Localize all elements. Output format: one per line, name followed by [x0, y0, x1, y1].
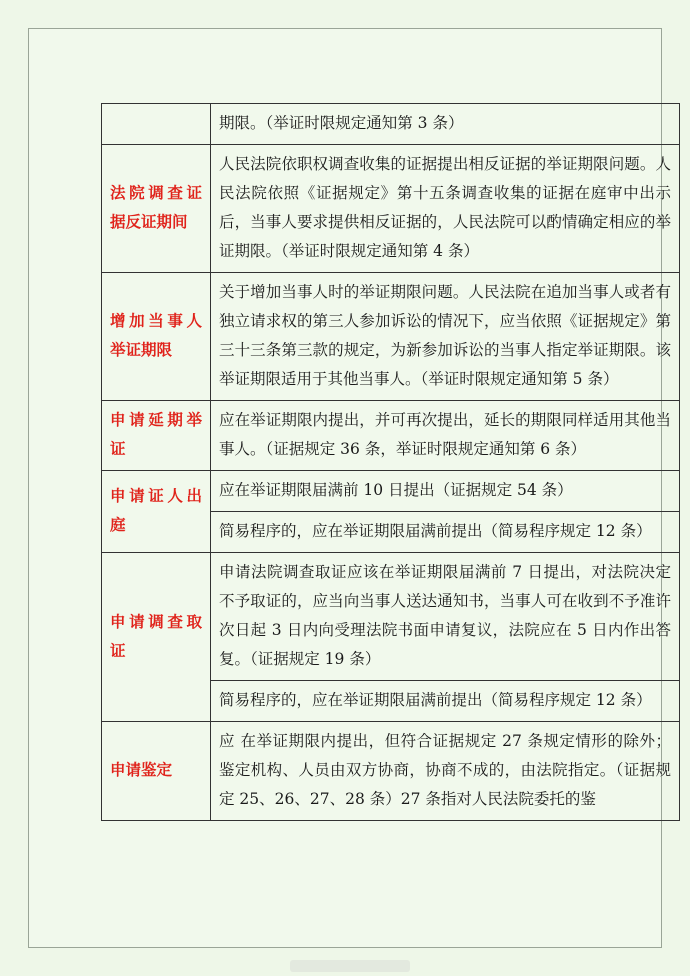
- document-page: [28, 28, 671, 948]
- row-heading: 增加当事人举证期限: [102, 273, 211, 401]
- row-text: 应在举证期限届满前 10 日提出（证据规定 54 条）: [211, 471, 680, 512]
- row-heading: 申请鉴定: [102, 722, 211, 821]
- table-row: [102, 722, 680, 821]
- row-text: 应在举证期限内提出，并可再次提出，延长的期限同样适用其他当事人。（证据规定 36 条，举证时限规定通知第 6 条）: [211, 401, 680, 471]
- row-text: 人民法院依职权调查收集的证据提出相反证据的举证期限问题。人民法院依照《证据规定》第十五条调查收集的证据在庭审中出示后，当事人要求提供相反证据的，人民法院可以酌情确定相应的举证期限。（举证时限规定通知第 4 条）: [211, 145, 680, 273]
- watermark: [290, 960, 410, 972]
- row-text: 应 在举证期限内提出，但符合证据规定 27 条规定情形的除外；鉴定机构、人员由双方协商，协商不成的，由法院指定。（证据规定 25、26、27、28 条）27 条指对人民法院委托的鉴: [211, 722, 680, 821]
- row-heading: 申请延期举证: [102, 401, 211, 471]
- row-text: 简易程序的，应在举证期限届满前提出（简易程序规定 12 条）: [211, 512, 680, 553]
- row-text: 申请法院调查取证应该在举证期限届满前 7 日提出，对法院决定不予取证的，应当向当事人送达通知书，当事人可在收到不予准许次日起 3 日内向受理法院书面申请复议，法院应在 5 日内作出答复。（证据规定 19 条）: [211, 553, 680, 681]
- table-row: [102, 553, 680, 681]
- table-row: [102, 471, 680, 512]
- row-text: 期限。（举证时限规定通知第 3 条）: [211, 104, 680, 145]
- row-text: 简易程序的，应在举证期限届满前提出（简易程序规定 12 条）: [211, 681, 680, 722]
- row-heading: 申请调查取证: [102, 553, 211, 722]
- table-row: [102, 273, 680, 401]
- deadline-table: [101, 103, 680, 821]
- row-heading: 法院调查证据反证期间: [102, 145, 211, 273]
- row-heading: [102, 104, 211, 145]
- table-row: [102, 401, 680, 471]
- table-row: [102, 104, 680, 145]
- row-heading: 申请证人出庭: [102, 471, 211, 553]
- row-text: 关于增加当事人时的举证期限问题。人民法院在追加当事人或者有独立请求权的第三人参加诉讼的情况下，应当依照《证据规定》第三十三条第三款的规定，为新参加诉讼的当事人指定举证期限。该举证期限适用于其他当事人。（举证时限规定通知第 5 条）: [211, 273, 680, 401]
- table-row: [102, 145, 680, 273]
